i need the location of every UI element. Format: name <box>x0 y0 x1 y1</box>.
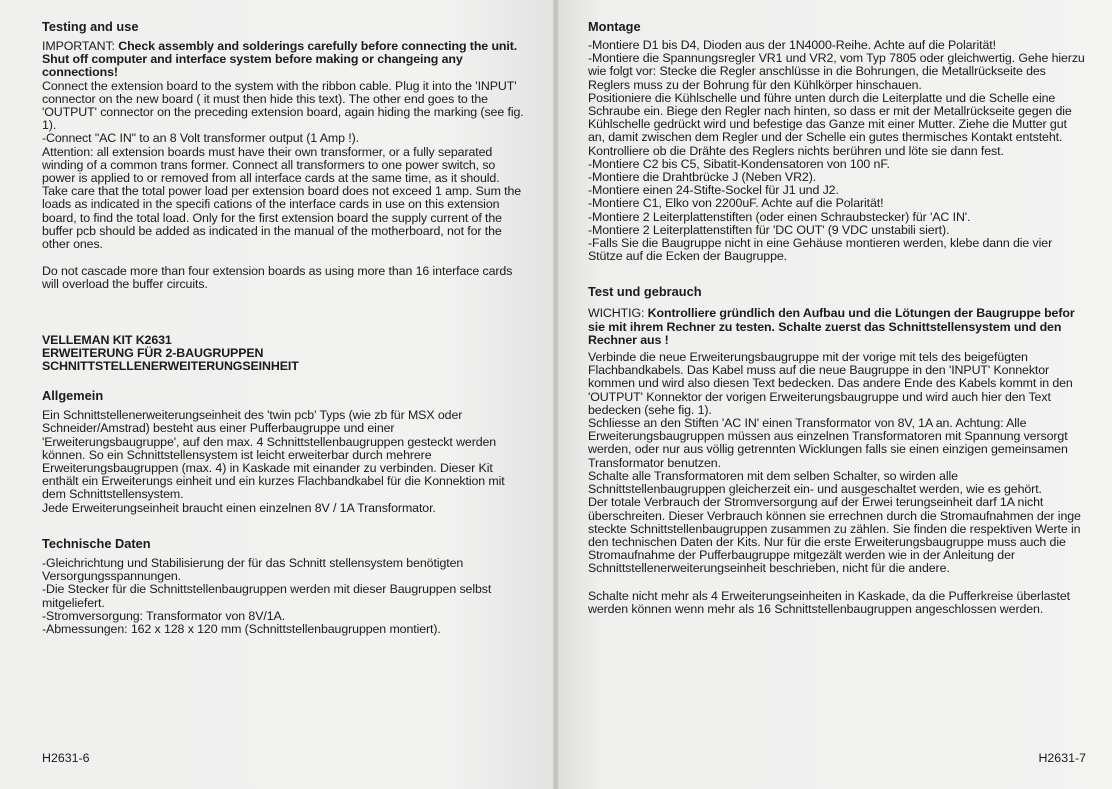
test-paragraph-2: Schliesse an den Stiften 'AC IN' einen Transformator von 8V, 1A an. Achtung: Alle Erweiterungsbaugruppen müssen aus einzelnen Transformatoren mit Spannung versorgt werden, oder nur aus völlig getrennten Wicklungen falls sie einen einzigen gemeinsamen Transformator benutzen. <box>588 416 1068 470</box>
paragraph-connect-board: Connect the extension board to the system with the ribbon cable. Plug it into the 'INPUT' connector on the new board ( it must then hide this text). The other end goes to the 'OUTPUT' connector on the preceding extension board, again hiding the marking (see fig. 1). <box>42 78 524 133</box>
allgemein-text: Ein Schnittstellenerweiterungseinheit des 'twin pcb' Typs (wie zb für MSX oder Schneider/Amstrad) besteht aus einer Pufferbaugruppe und einer 'Erweiterungsbaugruppe', auf den max. 4 Schnittstellenbaugruppen gesteckt werden können. So ein Schnittstellensystem ist leicht erweiterbar durch mehrere Erweiterungsbaugruppen (max. 4) in Kaskade mit einander zu verbinden. Dieser Kit enthält ein Erweiterungs einheit und ein kurzes Flachbandkabel für die Konnektion mit dem Schnittstellensystem. <box>42 408 505 502</box>
kit-title-line1: VELLEMAN KIT K2631 <box>42 332 172 347</box>
important-notice <box>42 40 526 80</box>
allgemein-text-2: Jede Erweiterungseinheit braucht einen einzelnen 8V / 1A Transformator. <box>42 500 436 515</box>
paragraph-cascade: Do not cascade more than four extension boards as using more than 16 interface cards will overload the buffer circuits. <box>42 264 513 292</box>
montage-step-1: -Montiere D1 bis D4, Dioden aus der 1N4000-Reihe. Achte auf die Polarität! <box>588 38 996 52</box>
paragraph-power-load: Take care that the total power load per extension board does not exceed 1 amp. Sum the loads as indicated in the specifi cations of the interface cards in use on this extension board, to find the total load. Only for the first extension board the supply current of the buffer pcb should be added as indicated in the manual of the motherboard, not for the other ones. <box>42 184 522 252</box>
important-text: Check assembly and solderings carefully before connecting the unit. Shut off computer and interface system before making or changeing any connections! <box>42 39 518 80</box>
page-number-left: H2631-6 <box>42 751 90 765</box>
montage-step-5: -Montiere die Drahtbrücke J (Neben VR2). <box>588 170 817 185</box>
tech-item-2: -Die Stecker für die Schnittstellenbaugruppen werden mit dieser Baugruppen selbst mitgeliefert. <box>42 582 492 610</box>
wichtig-text: Kontrolliere gründlich den Aufbau und die Lötungen der Baugruppe befor sie mit ihrem Rechner zu testen. Schalte zuerst das Schnittstellensystem und den Rechner aus ! <box>588 306 1075 347</box>
right-page <box>556 0 1112 789</box>
tech-item-1: -Gleichrichtung und Stabilisierung der für das Schnitt stellensystem benötigten Versorgungsspannungen. <box>42 555 464 584</box>
page-number-right: H2631-7 <box>1038 751 1086 765</box>
booklet-gutter <box>553 0 559 789</box>
technische-daten-heading: Technische Daten <box>42 535 151 551</box>
wichtig-prefix: WICHTIG: <box>588 306 648 321</box>
montage-step-2: -Montiere die Spannungsregler VR1 und VR2, vom Typ 7805 oder gleichwertig. Gehe hierzu wie folgt vor: Stecke die Regler anschlüsse in die Bohrungen, die Metallrückseite des Reglers muss zu der Bohrung für den Kühlkörper hinschauen. <box>588 51 1085 92</box>
montage-heading: Montage <box>588 19 641 34</box>
important-prefix: IMPORTANT: <box>42 39 119 53</box>
montage-step-4: -Montiere C2 bis C5, Sibatit-Kondensatoren von 100 nF. <box>588 156 890 171</box>
montage-step-6: -Montiere einen 24-Stifte-Sockel für J1 und J2. <box>588 183 839 198</box>
tech-item-3: -Stromversorgung: Transformator von 8V/1A. <box>42 608 286 623</box>
test-paragraph-4: Der totale Verbrauch der Stromversorgung auf der Erwei terungseinheit darf 1A nicht überschreiten. Dieser Verbrauch können sie errechnen durch die Stromaufnahmen der inge steckte Schnittstellenbaugruppen zusammen zu zählen. Sie finden die respektiven Werte in den technischen Daten der Kits. Nur für die erste Erweiterungsbaugruppe muss auch die Stromaufnahme der Pufferbaugruppe mitgezält werden wie in der Anleitung der Schnittstellenerweiterungseinheit beschrieben, nicht für die andere. <box>588 495 1081 576</box>
tech-item-4: -Abmessungen: 162 x 128 x 120 mm (Schnittstellenbaugruppen montiert). <box>42 621 441 636</box>
test-paragraph-5: Schalte nicht mehr als 4 Erweiterungseinheiten in Kaskade, da die Pufferkreise überlastet werden können wenn mehr als 16 Schnittstellenbaugruppen angeschlossen werden. <box>588 588 1070 616</box>
montage-step-8: -Montiere 2 Leiterplattenstiften (oder einen Schraubstecker) für 'AC IN'. <box>588 209 971 224</box>
test-gebrauch-heading: Test und gebrauch <box>588 284 702 300</box>
wichtig-notice <box>588 307 1086 347</box>
montage-step-9: -Montiere 2 Leiterplattenstiften für 'DC OUT' (9 VDC unstabili siert). <box>588 222 950 237</box>
montage-step-7: -Montiere C1, Elko von 2200uF. Achte auf die Polarität! <box>588 196 884 211</box>
kit-title-line3: SCHNITTSTELLENERWEITERUNGSEINHEIT <box>42 359 299 374</box>
paragraph-ac-in: -Connect "AC IN" to an 8 Volt transformer output (1 Amp !). <box>42 131 359 146</box>
testing-heading: Testing and use <box>42 19 139 34</box>
montage-step-10: -Falls Sie die Baugruppe nicht in eine Gehäuse montieren werden, klebe dann die vier Stütze auf die Ecken der Baugruppe. <box>588 236 1053 264</box>
kit-title-line2: ERWEITERUNG FÜR 2-BAUGRUPPEN <box>42 345 264 360</box>
allgemein-heading: Allgemein <box>42 388 104 404</box>
montage-step-3: Positioniere die Kühlschelle und führe unten durch die Leiterplatte und die Schelle eine Schraube ein. Biege den Regler nach hinten, so dass er mit der Metallrückseite gegen die Kühlschelle gedrückt wird und befestige das Ganze mit einer Mutter. Ziehe die Mutter gut an, damit zwischen dem Regler und der Schelle ein gutes thermisches Kontakt entsteht. Kontrolliere ob die Drähte des Reglers nichts berühren und löte sie dann fest. <box>588 90 1072 158</box>
test-paragraph-1: Verbinde die neue Erweiterungsbaugruppe mit der vorige mit tels des beigefügten Flachbandkabels. Das Kabel muss auf die neue Baugruppe in den 'INPUT' Konnektor kommen und wird also diesen Text bedecken. Das andere Ende des Kabels kommt in den 'OUTPUT' Konnektor der vorigen Erweiterungsbaugruppe und wird auch hier den Text bedecken (sehe fig. 1). <box>588 350 1073 417</box>
paragraph-attention: Attention: all extension boards must have their own transformer, or a fully separated winding of a common trans former. Connect all transformers to one power switch, so power is applied to or removed from all interface cards at the same time, as it should. <box>42 144 500 186</box>
test-paragraph-3: Schalte alle Transformatoren mit dem selben Schalter, so wirden alle Schnittstellenbaugruppen gleicherzeit ein- und ausgeschaltet werden, wie es gehört. <box>588 468 1042 497</box>
